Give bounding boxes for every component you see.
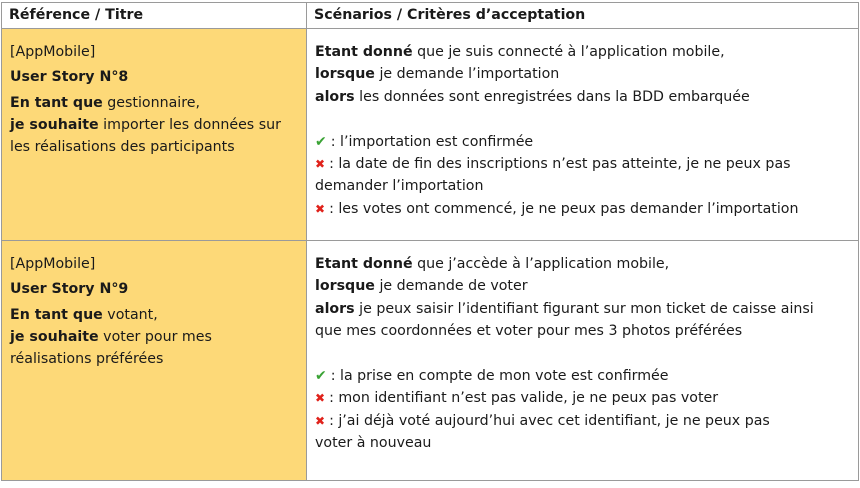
criterion-ko xyxy=(315,198,852,220)
story-reference-cell xyxy=(2,241,307,481)
want-keyword: je souhaite xyxy=(10,328,99,345)
table-row xyxy=(2,241,859,481)
criterion-ko xyxy=(315,410,852,432)
want-line xyxy=(10,114,300,136)
when-line xyxy=(315,63,852,85)
given-text: que je suis connecté à l’application mobile, xyxy=(412,44,725,60)
then-text: je peux saisir l’identifiant figurant sur mon ticket de caisse ainsi xyxy=(354,300,814,317)
criterion-ok xyxy=(315,365,852,387)
given-keyword: Etant donné xyxy=(315,44,413,60)
criterion-text: : la date de fin des inscriptions n’est pas atteinte, je ne peux pas xyxy=(329,156,791,173)
when-keyword: lorsque xyxy=(315,66,375,83)
when-line xyxy=(315,275,852,297)
header-scenarios: Scénarios / Critères d’acceptation xyxy=(307,3,859,29)
when-text: je demande l’importation xyxy=(374,66,560,83)
as-role xyxy=(10,92,300,114)
want-text: voter pour mes xyxy=(98,328,212,345)
when-keyword: lorsque xyxy=(315,278,375,295)
app-tag: [AppMobile] xyxy=(10,256,96,272)
criterion-ko xyxy=(315,153,852,175)
cross-icon: ✖ xyxy=(315,413,326,428)
table-row xyxy=(2,29,859,241)
then-line xyxy=(315,86,852,108)
as-text: gestionnaire, xyxy=(102,94,200,111)
cross-icon: ✖ xyxy=(315,157,326,172)
story-number: User Story N°9 xyxy=(10,281,129,298)
header-reference: Référence / Titre xyxy=(2,3,307,29)
criterion-ko xyxy=(315,387,852,409)
story-number: User Story N°8 xyxy=(10,69,129,86)
want-line-2: réalisations préférées xyxy=(10,351,164,368)
criterion-text: : la prise en compte de mon vote est confirmée xyxy=(330,368,669,385)
cross-icon: ✖ xyxy=(315,201,326,216)
criterion-ko-continued: voter à nouveau xyxy=(315,435,432,452)
given-line xyxy=(315,41,852,63)
header-row xyxy=(2,3,859,29)
user-stories-table xyxy=(1,2,859,481)
given-line xyxy=(315,253,852,275)
want-line xyxy=(10,326,300,348)
want-keyword: je souhaite xyxy=(10,116,99,133)
cross-icon: ✖ xyxy=(315,391,326,406)
criterion-text: : l’importation est confirmée xyxy=(330,133,534,150)
criterion-ok xyxy=(315,131,852,153)
then-keyword: alors xyxy=(315,300,355,317)
given-keyword: Etant donné xyxy=(315,256,413,272)
as-role xyxy=(10,304,300,326)
then-line xyxy=(315,298,852,320)
then-line-2: que mes coordonnées et voter pour mes 3 photos préférées xyxy=(315,322,743,339)
want-text: importer les données sur xyxy=(98,116,281,133)
check-icon: ✔ xyxy=(315,368,327,385)
story-scenario-cell xyxy=(307,241,859,481)
then-text: les données sont enregistrées dans la BDD embarquée xyxy=(354,88,750,105)
when-text: je demande de voter xyxy=(374,278,528,295)
criterion-text: : les votes ont commencé, je ne peux pas demander l’importation xyxy=(329,200,799,217)
criterion-text: : mon identifiant n’est pas valide, je ne peux pas voter xyxy=(329,390,719,407)
want-line-2: les réalisations des participants xyxy=(10,139,235,156)
as-keyword: En tant que xyxy=(10,94,103,111)
story-reference-cell xyxy=(2,29,307,241)
story-scenario-cell xyxy=(307,29,859,241)
app-tag: [AppMobile] xyxy=(10,44,96,60)
as-keyword: En tant que xyxy=(10,306,103,323)
criterion-text: : j’ai déjà voté aujourd’hui avec cet identifiant, je ne peux pas xyxy=(329,412,770,429)
check-icon: ✔ xyxy=(315,133,327,150)
given-text: que j’accède à l’application mobile, xyxy=(412,256,670,272)
then-keyword: alors xyxy=(315,88,355,105)
as-text: votant, xyxy=(102,306,158,323)
criterion-ko-continued: demander l’importation xyxy=(315,178,484,195)
